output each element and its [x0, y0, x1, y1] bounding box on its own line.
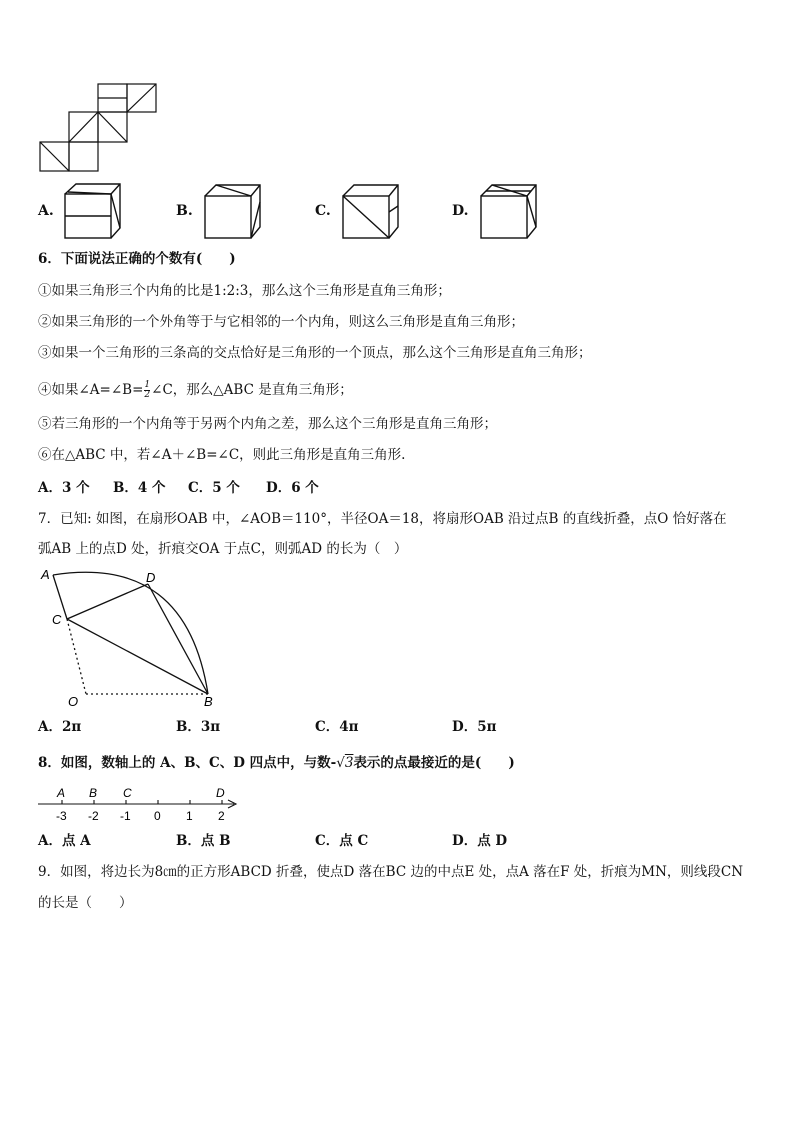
q6-stem: 6．下面说法正确的个数有( ) [38, 251, 236, 267]
tick-label: -3 [56, 809, 67, 823]
q5-option-d-label[interactable]: D. [452, 203, 469, 219]
q8-stem-end: 表示的点最接近的是( ) [353, 755, 515, 771]
fraction-numerator: 1 [144, 380, 151, 390]
cube-option-b-icon[interactable] [200, 182, 264, 240]
q6-item-6: ⑥在△ABC 中，若∠A＋∠B=∠C，则此三角形是直角三角形. [38, 447, 406, 463]
point-label-o: O [68, 694, 79, 709]
q5-option-c-label[interactable]: C. [315, 203, 331, 219]
tick-label: 1 [186, 809, 193, 823]
q8-option-a[interactable]: A．点 A [38, 833, 91, 849]
q7-option-c[interactable]: C．4π [315, 719, 359, 735]
q8-option-c[interactable]: C．点 C [315, 833, 369, 849]
tick-label: -2 [88, 809, 99, 823]
axis-point-c: C [123, 786, 132, 800]
q6-item-4-end: ∠C，那么△ABC 是直角三角形； [151, 382, 353, 398]
point-label-c: C [52, 612, 62, 627]
q7-option-b[interactable]: B．3π [176, 719, 221, 735]
q9-stem-line2: 的长是（ ） [38, 895, 133, 911]
axis-point-a: A [57, 786, 66, 800]
q5-option-b-label[interactable]: B. [176, 203, 193, 219]
q6-option-a[interactable]: A．3 个 [38, 480, 90, 496]
q8-option-b[interactable]: B．点 B [176, 833, 231, 849]
sqrt-radicand: 3 [344, 755, 354, 771]
q9-stem-line1: 9．如图，将边长为8㎝的正方形ABCD 折叠，使点D 落在BC 边的中点E 处，点A 落在F 处，折痕为MN，则线段CN [38, 864, 744, 880]
cube-option-c-icon[interactable] [338, 182, 402, 240]
q7-stem-line2: 弧AB 上的点D 处，折痕交OA 于点C，则弧AD 的长为（ ） [38, 541, 408, 557]
point-label-a: A [41, 567, 50, 582]
sector-figure [36, 564, 226, 710]
q6-option-d[interactable]: D．6 个 [266, 480, 319, 496]
q6-item-3: ③如果一个三角形的三条高的交点恰好是三角形的一个顶点，那么这个三角形是直角三角形； [38, 345, 592, 361]
q6-item-5: ⑤若三角形的一个内角等于另两个内角之差，那么这个三角形是直角三角形； [38, 416, 497, 432]
number-line [36, 784, 242, 824]
q6-option-c[interactable]: C．5 个 [188, 480, 240, 496]
point-label-b: B [204, 694, 213, 709]
q6-item-1: ①如果三角形三个内角的比是1:2:3，那么这个三角形是直角三角形； [38, 283, 451, 299]
cube-net-figure [36, 82, 160, 174]
sqrt-expression: √3 [336, 755, 354, 771]
q5-option-a-label[interactable]: A. [38, 203, 54, 219]
tick-label: -1 [120, 809, 131, 823]
tick-label: 2 [218, 809, 225, 823]
q7-stem-line1: 7．已知: 如图，在扇形OAB 中，∠AOB＝110°，半径OA＝18，将扇形OAB 沿过点B 的直线折叠，点O 恰好落在 [38, 511, 727, 527]
q7-option-d[interactable]: D．5π [452, 719, 497, 735]
axis-point-b: B [89, 786, 98, 800]
q6-option-b[interactable]: B．4 个 [113, 480, 166, 496]
q8-stem [38, 754, 515, 772]
q7-option-a[interactable]: A．2π [38, 719, 82, 735]
fraction [144, 381, 150, 400]
fraction-denominator: 2 [144, 390, 151, 400]
q6-item-4-start: ④如果∠A=∠B= [38, 382, 144, 398]
q8-option-d[interactable]: D．点 D [452, 833, 508, 849]
cube-option-a-icon[interactable] [60, 182, 124, 240]
tick-label: 0 [154, 809, 161, 823]
point-label-d: D [146, 570, 156, 585]
q8-stem-start: 8．如图，数轴上的 A、B、C、D 四点中，与数- [38, 755, 337, 771]
axis-point-d: D [216, 786, 225, 800]
q6-item-2: ②如果三角形的一个外角等于与它相邻的一个内角，则这么三角形是直角三角形； [38, 314, 524, 330]
q6-item-4 [38, 381, 353, 400]
cube-option-d-icon[interactable] [476, 182, 542, 240]
